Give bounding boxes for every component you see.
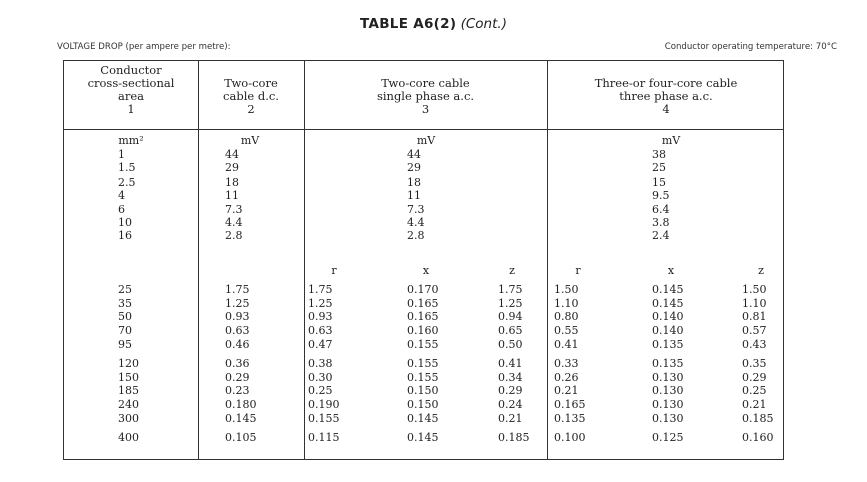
header-two-core-single-phase-text: Two-core cable single phase a.c. 3 bbox=[376, 76, 475, 116]
cell-x-three-phase: 0.140 bbox=[652, 324, 684, 337]
cell-x-three-phase: 0.130 bbox=[652, 371, 684, 384]
cell-z-three-phase: 0.160 bbox=[742, 431, 774, 444]
cell-r-single-phase: 0.155 bbox=[308, 412, 340, 425]
cell-z-single-phase: 1.25 bbox=[498, 297, 523, 310]
cell-z-three-phase: 1.10 bbox=[742, 297, 767, 310]
subheader-z-three-phase: z bbox=[758, 264, 764, 277]
cell-dc: 0.93 bbox=[225, 310, 250, 323]
cell-x-single-phase: 0.155 bbox=[407, 357, 439, 370]
cell-z-single-phase: 0.41 bbox=[498, 357, 523, 370]
column-divider bbox=[304, 61, 305, 459]
cell-area: 35 bbox=[118, 297, 132, 310]
cell-z-three-phase: 0.25 bbox=[742, 384, 767, 397]
cell-r-three-phase: 0.165 bbox=[554, 398, 586, 411]
cell-three-phase: 6.4 bbox=[652, 203, 670, 216]
cell-area: 120 bbox=[118, 357, 139, 370]
cell-area: 10 bbox=[118, 216, 132, 229]
cell-x-single-phase: 0.150 bbox=[407, 384, 439, 397]
cell-x-single-phase: 0.155 bbox=[407, 338, 439, 351]
cell-area: 240 bbox=[118, 398, 139, 411]
cell-r-three-phase: 0.55 bbox=[554, 324, 579, 337]
cell-dc: 0.36 bbox=[225, 357, 250, 370]
cell-r-single-phase: 0.93 bbox=[308, 310, 333, 323]
subheader-z-single-phase: z bbox=[509, 264, 515, 277]
cell-x-single-phase: 0.165 bbox=[407, 297, 439, 310]
cell-dc: 7.3 bbox=[225, 203, 243, 216]
cell-x-three-phase: 0.145 bbox=[652, 283, 684, 296]
table-title bbox=[0, 16, 867, 32]
cell-three-phase: 3.8 bbox=[652, 216, 670, 229]
cell-r-three-phase: 0.100 bbox=[554, 431, 586, 444]
cell-x-single-phase: 0.165 bbox=[407, 310, 439, 323]
cell-x-three-phase: 0.135 bbox=[652, 357, 684, 370]
cell-z-single-phase: 0.185 bbox=[498, 431, 530, 444]
header-three-phase-text: Three-or four-core cable three phase a.c. 4 bbox=[594, 76, 738, 116]
cell-z-three-phase: 0.81 bbox=[742, 310, 767, 323]
cell-r-three-phase: 0.26 bbox=[554, 371, 579, 384]
cell-area: 150 bbox=[118, 371, 139, 384]
cell-x-single-phase: 0.145 bbox=[407, 431, 439, 444]
cell-dc: 11 bbox=[225, 189, 239, 202]
table-title-cont: (Cont.) bbox=[460, 16, 507, 32]
unit-area: mm² bbox=[118, 134, 144, 147]
cell-single-phase: 29 bbox=[407, 161, 421, 174]
cell-dc: 29 bbox=[225, 161, 239, 174]
cell-r-single-phase: 0.47 bbox=[308, 338, 333, 351]
cell-three-phase: 15 bbox=[652, 176, 666, 189]
cell-z-three-phase: 0.21 bbox=[742, 398, 767, 411]
cell-r-three-phase: 0.80 bbox=[554, 310, 579, 323]
cell-dc: 0.145 bbox=[225, 412, 257, 425]
cell-single-phase: 7.3 bbox=[407, 203, 425, 216]
cell-r-single-phase: 0.30 bbox=[308, 371, 333, 384]
cell-area: 70 bbox=[118, 324, 132, 337]
header-two-core-dc bbox=[198, 77, 304, 116]
cell-area: 25 bbox=[118, 283, 132, 296]
table-title-main: TABLE A6(2) bbox=[360, 16, 457, 32]
cell-three-phase: 38 bbox=[652, 148, 666, 161]
cell-dc: 18 bbox=[225, 176, 239, 189]
cell-area: 185 bbox=[118, 384, 139, 397]
cell-x-three-phase: 0.145 bbox=[652, 297, 684, 310]
cell-area: 1.5 bbox=[118, 161, 136, 174]
cell-r-three-phase: 1.10 bbox=[554, 297, 579, 310]
cell-x-three-phase: 0.130 bbox=[652, 398, 684, 411]
header-divider bbox=[64, 129, 783, 130]
cell-r-single-phase: 1.75 bbox=[308, 283, 333, 296]
cell-r-single-phase: 0.25 bbox=[308, 384, 333, 397]
cell-dc: 2.8 bbox=[225, 229, 243, 242]
cell-three-phase: 9.5 bbox=[652, 189, 670, 202]
cell-z-single-phase: 0.94 bbox=[498, 310, 523, 323]
cell-dc: 0.23 bbox=[225, 384, 250, 397]
cell-x-single-phase: 0.160 bbox=[407, 324, 439, 337]
voltage-drop-caption: VOLTAGE DROP (per ampere per metre): bbox=[57, 42, 231, 52]
subheader-x-single-phase: x bbox=[422, 264, 430, 277]
cell-z-three-phase: 1.50 bbox=[742, 283, 767, 296]
cell-r-three-phase: 0.135 bbox=[554, 412, 586, 425]
cell-z-three-phase: 0.57 bbox=[742, 324, 767, 337]
cell-dc: 44 bbox=[225, 148, 239, 161]
cell-r-three-phase: 0.33 bbox=[554, 357, 579, 370]
cell-x-single-phase: 0.155 bbox=[407, 371, 439, 384]
operating-temperature-caption: Conductor operating temperature: 70°C bbox=[664, 42, 837, 52]
cell-area: 95 bbox=[118, 338, 132, 351]
cell-single-phase: 18 bbox=[407, 176, 421, 189]
cell-dc: 0.105 bbox=[225, 431, 257, 444]
cell-dc: 1.75 bbox=[225, 283, 250, 296]
cell-z-three-phase: 0.43 bbox=[742, 338, 767, 351]
cell-area: 16 bbox=[118, 229, 132, 242]
cell-z-single-phase: 0.50 bbox=[498, 338, 523, 351]
cell-single-phase: 11 bbox=[407, 189, 421, 202]
cell-area: 300 bbox=[118, 412, 139, 425]
cell-z-single-phase: 0.34 bbox=[498, 371, 523, 384]
subheader-r-three-phase: r bbox=[575, 264, 581, 277]
cell-dc: 4.4 bbox=[225, 216, 243, 229]
cell-r-single-phase: 0.63 bbox=[308, 324, 333, 337]
subheader-r-single-phase: r bbox=[331, 264, 337, 277]
cell-dc: 0.180 bbox=[225, 398, 257, 411]
header-three-phase bbox=[547, 77, 785, 116]
cell-r-three-phase: 0.21 bbox=[554, 384, 579, 397]
header-conductor-area-text: Conductor cross-sectional area 1 bbox=[87, 63, 175, 116]
cell-area: 400 bbox=[118, 431, 139, 444]
cell-area: 4 bbox=[118, 189, 125, 202]
subheader-x-three-phase: x bbox=[667, 264, 675, 277]
cell-dc: 1.25 bbox=[225, 297, 250, 310]
cell-z-single-phase: 0.21 bbox=[498, 412, 523, 425]
unit-three-phase: mV bbox=[661, 134, 681, 147]
header-two-core-single-phase bbox=[304, 77, 547, 116]
cell-z-three-phase: 0.185 bbox=[742, 412, 774, 425]
cell-x-three-phase: 0.130 bbox=[652, 412, 684, 425]
cell-z-single-phase: 1.75 bbox=[498, 283, 523, 296]
cell-z-three-phase: 0.35 bbox=[742, 357, 767, 370]
cell-r-single-phase: 1.25 bbox=[308, 297, 333, 310]
cell-x-single-phase: 0.150 bbox=[407, 398, 439, 411]
cell-r-three-phase: 0.41 bbox=[554, 338, 579, 351]
voltage-drop-table bbox=[63, 60, 784, 460]
cell-area: 2.5 bbox=[118, 176, 136, 189]
cell-z-single-phase: 0.29 bbox=[498, 384, 523, 397]
cell-x-three-phase: 0.130 bbox=[652, 384, 684, 397]
cell-area: 1 bbox=[118, 148, 125, 161]
cell-x-single-phase: 0.170 bbox=[407, 283, 439, 296]
cell-r-single-phase: 0.190 bbox=[308, 398, 340, 411]
unit-dc: mV bbox=[240, 134, 260, 147]
cell-x-three-phase: 0.135 bbox=[652, 338, 684, 351]
unit-single-phase: mV bbox=[416, 134, 436, 147]
cell-z-single-phase: 0.24 bbox=[498, 398, 523, 411]
cell-r-single-phase: 0.38 bbox=[308, 357, 333, 370]
cell-three-phase: 25 bbox=[652, 161, 666, 174]
cell-single-phase: 2.8 bbox=[407, 229, 425, 242]
cell-r-three-phase: 1.50 bbox=[554, 283, 579, 296]
cell-x-three-phase: 0.125 bbox=[652, 431, 684, 444]
column-divider bbox=[198, 61, 199, 459]
cell-z-three-phase: 0.29 bbox=[742, 371, 767, 384]
column-divider bbox=[547, 61, 548, 459]
cell-three-phase: 2.4 bbox=[652, 229, 670, 242]
header-two-core-dc-text: Two-core cable d.c. 2 bbox=[223, 76, 279, 116]
cell-dc: 0.29 bbox=[225, 371, 250, 384]
cell-single-phase: 44 bbox=[407, 148, 421, 161]
header-conductor-area bbox=[64, 64, 198, 116]
cell-dc: 0.46 bbox=[225, 338, 250, 351]
cell-single-phase: 4.4 bbox=[407, 216, 425, 229]
cell-r-single-phase: 0.115 bbox=[308, 431, 340, 444]
cell-dc: 0.63 bbox=[225, 324, 250, 337]
cell-z-single-phase: 0.65 bbox=[498, 324, 523, 337]
cell-x-three-phase: 0.140 bbox=[652, 310, 684, 323]
cell-area: 50 bbox=[118, 310, 132, 323]
cell-x-single-phase: 0.145 bbox=[407, 412, 439, 425]
cell-area: 6 bbox=[118, 203, 125, 216]
